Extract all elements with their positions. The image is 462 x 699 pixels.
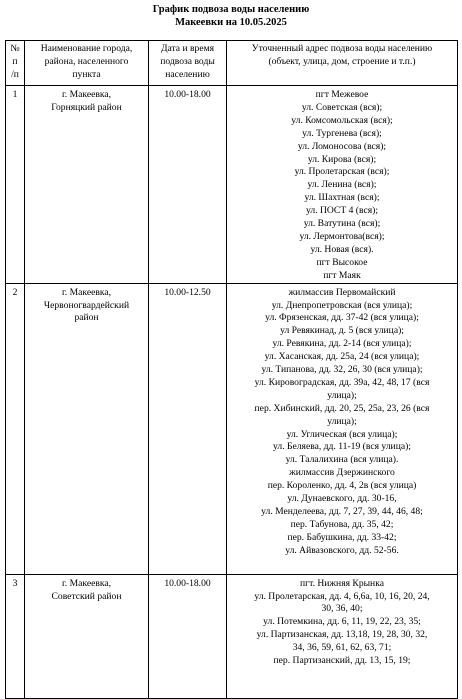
header-text: (объект, улица, дом, строение и т.п.) <box>268 55 416 67</box>
water-schedule-table <box>5 40 458 699</box>
address-line: пер. Хибинский, дд. 20, 25, 25а, 23, 26 (вся <box>254 402 430 414</box>
address-line: ул. Лермонтова(вся); <box>299 230 385 242</box>
locality-line: г. Макеевка, <box>61 89 112 100</box>
header-text: /п <box>11 68 19 80</box>
address-line: ул. Ватутина (вся); <box>303 218 381 230</box>
title-line-1: График подвоза воды населению <box>152 4 310 15</box>
header-text: населению <box>165 68 210 80</box>
row-number: 3 <box>6 574 25 698</box>
address-line: ул. Тургенева (вся); <box>302 127 382 139</box>
row-address <box>227 86 458 284</box>
address-line: 30, 36, 40; <box>321 603 363 615</box>
address-line: ул. Советская (вся); <box>301 101 383 113</box>
locality-line: Горняцкий район <box>51 101 122 113</box>
row-number: 2 <box>6 283 25 574</box>
address-line: пгт Маяк <box>323 269 361 281</box>
address-line: ул. Ленина (вся); <box>307 179 377 191</box>
address-line: ул. Фрязенская, дд. 37-42 (вся улица); <box>265 312 419 324</box>
row-time: 10.00-12.50 <box>149 283 227 574</box>
address-line: ул. Типанова, дд. 32, 26, 30 (вся улица); <box>261 364 423 376</box>
address-line: пгт. Нижняя Крынка <box>300 577 384 589</box>
header-text: района, населенного <box>44 55 129 67</box>
address-line: ул. Беляева, дд. 11-19 (вся улица); <box>273 441 411 453</box>
address-line: пгт Межевое <box>315 89 369 100</box>
address-line: ул. Ревякина, дд. 2-14 (вся улица); <box>272 338 412 350</box>
address-line: ул. Партизанская, дд. 13,18, 19, 28, 30, 32, <box>256 629 428 641</box>
address-line: пгт Высокое <box>316 256 368 268</box>
address-line: ул. Углическая (вся улица); <box>286 428 398 440</box>
header-text: п <box>12 55 18 67</box>
address-line: ул. Днепропетровская (вся улица); <box>271 299 413 311</box>
address-line: жилмассив Первомайский <box>288 286 396 298</box>
row-locality <box>25 283 149 574</box>
address-line: улица); <box>327 389 357 401</box>
table-row <box>6 283 458 574</box>
row-address <box>227 283 458 574</box>
locality-line: г. Макеевка, <box>61 577 112 589</box>
address-line: ул. Потемкина, дд. 6, 11, 19, 22, 23, 35; <box>263 616 421 628</box>
row-time: 10.00-18.00 <box>149 574 227 698</box>
table-row <box>6 86 458 284</box>
address-line: пер. Партизанский, дд. 13, 15, 19; <box>273 655 411 667</box>
address-line: ул. Новая (вся). <box>310 243 374 255</box>
table-header-row <box>6 41 458 86</box>
header-address <box>227 41 458 86</box>
header-text: пункта <box>72 68 101 80</box>
address-line: ул. Менделеева, дд. 7, 27, 39, 44, 46, 48; <box>261 506 423 517</box>
address-line: ул. Кирова (вся); <box>307 153 377 165</box>
table-row <box>6 574 458 698</box>
address-line: ул. Комсомольская (вся); <box>291 114 393 126</box>
locality-line: район <box>74 312 99 324</box>
row-address <box>227 574 458 698</box>
address-line: ул. Ломоносова (вся); <box>297 140 387 152</box>
header-text: подвоза воды <box>160 55 215 67</box>
header-number <box>6 41 25 86</box>
address-line: ул. Айвазовского, дд. 52-56. <box>285 544 399 556</box>
address-line: ул. Кировоградская, дд. 39а, 42, 48, 17 (вся <box>254 376 430 388</box>
address-line: улица); <box>327 415 357 427</box>
address-line: ул. Талалихина (вся улица). <box>285 454 399 466</box>
header-date-time <box>149 41 227 86</box>
address-line: пер. Короленко, дд. 4, 2в (вся улица) <box>267 480 417 492</box>
address-line: жилмассив Дзержинского <box>289 467 395 479</box>
address-line: ул. Пролетарская (вся); <box>294 166 390 178</box>
header-text: № <box>10 43 20 54</box>
address-line: пер. Табунова, дд. 35, 42; <box>290 518 394 530</box>
document-title <box>0 3 462 29</box>
row-time: 10.00-18.00 <box>149 86 227 284</box>
locality-line: г. Макеевка, <box>61 286 112 298</box>
address-line: ул. Дунаевского, дд. 30-16, <box>287 493 397 505</box>
locality-line: Советский район <box>51 590 122 602</box>
row-locality <box>25 574 149 698</box>
header-text: Дата и время <box>160 43 215 54</box>
title-line-2: Макеевки на 10.05.2025 <box>175 17 287 28</box>
header-text: Уточненный адрес подвоза воды населению <box>251 43 433 54</box>
row-number: 1 <box>6 86 25 284</box>
address-line: ул Ревякинад, д. 5 (вся улица); <box>280 325 404 337</box>
header-text: Наименование города, <box>40 43 133 54</box>
address-line: ул. Шахтная (вся); <box>304 192 380 204</box>
address-line: ул. ПОСТ 4 (вся); <box>306 205 378 217</box>
address-line: ул. Хасанская, дд. 25а, 24 (вся улица); <box>264 351 420 363</box>
row-locality <box>25 86 149 284</box>
header-locality-name <box>25 41 149 86</box>
address-line: 34, 36, 59, 61, 62, 63, 71; <box>292 642 392 654</box>
address-line: ул. Пролетарская, дд. 4, 6,6а, 10, 16, 20, 24, <box>254 590 430 602</box>
address-line: пер. Бабушкина, дд. 33-42; <box>287 531 397 543</box>
locality-line: Червоногвардейский <box>43 299 130 311</box>
